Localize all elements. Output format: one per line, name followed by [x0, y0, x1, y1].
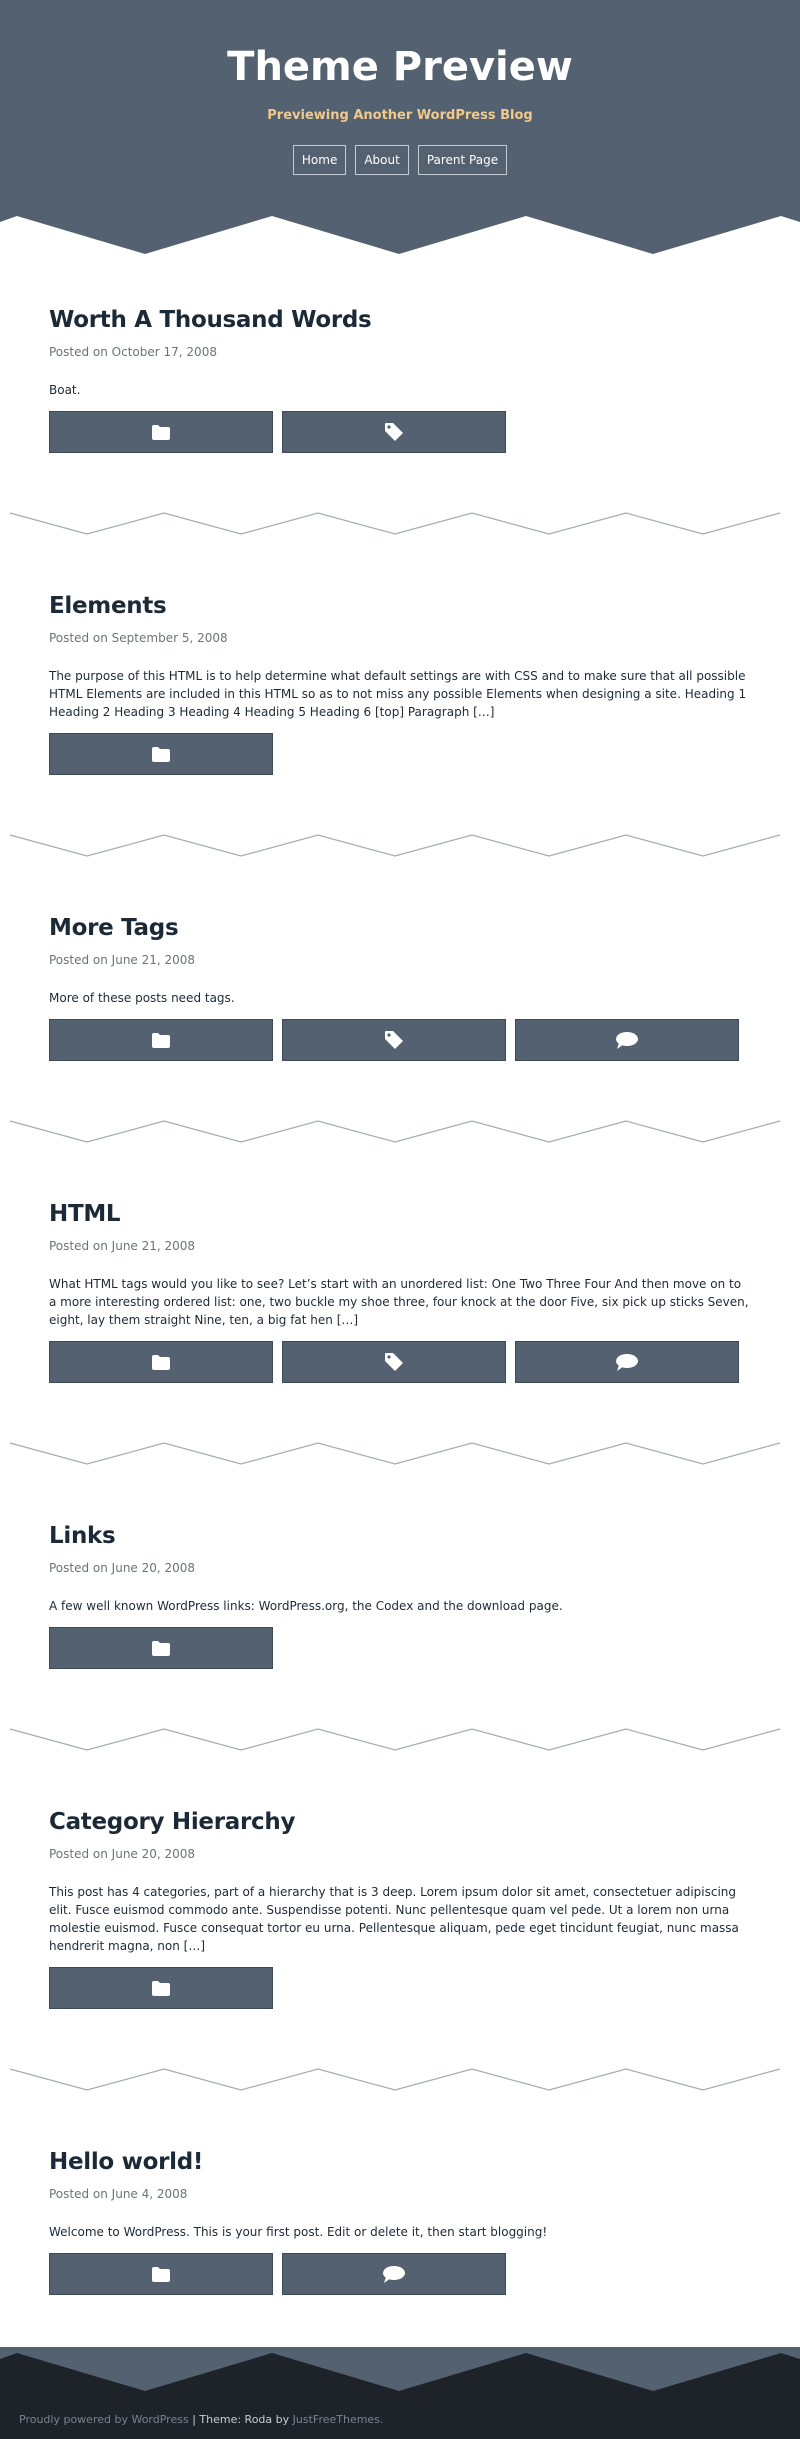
post	[0, 2149, 800, 2295]
post-excerpt: Welcome to WordPress. This is your first post. Edit or delete it, then start blogging!	[49, 2225, 548, 2239]
folder-icon	[152, 2267, 170, 2282]
nav-item-home[interactable]: Home	[293, 145, 346, 175]
folder-icon	[152, 1641, 170, 1656]
footer-powered-link[interactable]: Proudly powered by WordPress	[19, 2413, 189, 2426]
folder-icon	[152, 1981, 170, 1996]
post-date: Posted on June 20, 2008	[49, 1561, 196, 1575]
tag-icon	[385, 1353, 403, 1371]
comment-icon	[616, 1354, 638, 1371]
post-date: Posted on June 4, 2008	[49, 2187, 188, 2201]
nav-item-about[interactable]: About	[355, 145, 408, 175]
post-date: Posted on October 17, 2008	[49, 345, 217, 359]
comment-icon	[616, 1032, 638, 1049]
post-footer-buttons	[49, 1627, 751, 1669]
category-button[interactable]	[49, 2253, 273, 2295]
post-excerpt: Boat.	[49, 383, 81, 397]
post-date: Posted on June 21, 2008	[49, 1239, 196, 1253]
folder-icon	[152, 1033, 170, 1048]
header-background	[0, 0, 800, 255]
post-footer-buttons	[49, 1967, 751, 2009]
post	[0, 915, 800, 1061]
site-description: Previewing Another WordPress Blog	[267, 108, 533, 123]
post-date: Posted on June 21, 2008	[49, 953, 196, 967]
tag-button[interactable]	[282, 411, 506, 453]
post-title[interactable]: Links	[49, 1523, 116, 1549]
post-date: Posted on September 5, 2008	[49, 631, 228, 645]
post-divider	[0, 507, 800, 537]
category-button[interactable]	[49, 411, 273, 453]
comment-icon	[383, 2266, 405, 2283]
comment-button[interactable]	[282, 2253, 506, 2295]
post	[0, 593, 800, 775]
post-divider	[0, 829, 800, 859]
tag-icon	[385, 423, 403, 441]
main-navigation	[0, 145, 800, 175]
footer-theme-label: Theme: Roda by	[199, 2413, 290, 2426]
post	[0, 1201, 800, 1383]
post-excerpt: What HTML tags would you like to see? Let’s start with an unordered list: One Two Three Four And then move on to a more interesting ordered list: one, two buckle my shoe three, four knock at the door Five, six pick up sticks Seven, eight, lay them straight Nine, ten, a big fat hen […]	[49, 1277, 749, 1327]
post-footer-buttons	[49, 1019, 751, 1061]
category-button[interactable]	[49, 1341, 273, 1383]
post-excerpt: This post has 4 categories, part of a hierarchy that is 3 deep. Lorem ipsum dolor sit amet, consectetuer adipiscing elit. Fusce euismod commodo ante. Suspendisse potenti. Nunc pellentesque quam vel pede. Ut a lorem non urna molestie euismod. Fusce consequat tortor eu urna. Pellentesque aliquam, pede eget tincidunt feugiat, nunc massa hendrerit magna, non […]	[49, 1885, 739, 1953]
comment-button[interactable]	[515, 1019, 739, 1061]
folder-icon	[152, 425, 170, 440]
tag-icon	[385, 1031, 403, 1049]
category-button[interactable]	[49, 1019, 273, 1061]
tag-button[interactable]	[282, 1019, 506, 1061]
post-date: Posted on June 20, 2008	[49, 1847, 196, 1861]
post-footer-buttons	[49, 411, 751, 453]
post-divider	[0, 1723, 800, 1753]
post-title[interactable]: Worth A Thousand Words	[49, 307, 372, 333]
post-title[interactable]: Category Hierarchy	[49, 1809, 296, 1835]
site-header	[0, 0, 800, 255]
folder-icon	[152, 1355, 170, 1370]
category-button[interactable]	[49, 1627, 273, 1669]
post-title[interactable]: More Tags	[49, 915, 179, 941]
category-button[interactable]	[49, 1967, 273, 2009]
site-footer	[0, 2347, 800, 2439]
footer-separator: |	[192, 2413, 196, 2426]
post	[0, 1523, 800, 1669]
post	[0, 1809, 800, 2009]
post-footer-buttons	[49, 2253, 751, 2295]
nav-item-parent-page[interactable]: Parent Page	[418, 145, 507, 175]
post-divider	[0, 1115, 800, 1145]
folder-icon	[152, 747, 170, 762]
comment-button[interactable]	[515, 1341, 739, 1383]
post-footer-buttons	[49, 733, 751, 775]
footer-credits	[19, 2413, 383, 2426]
post-title[interactable]: Elements	[49, 593, 167, 619]
post-title[interactable]: HTML	[49, 1201, 121, 1227]
post-divider	[0, 2063, 800, 2093]
post-excerpt: More of these posts need tags.	[49, 991, 235, 1005]
post-title[interactable]: Hello world!	[49, 2149, 204, 2175]
site-title[interactable]: Theme Preview	[227, 44, 573, 90]
category-button[interactable]	[49, 733, 273, 775]
post	[0, 307, 800, 453]
footer-theme-author-link[interactable]: JustFreeThemes.	[292, 2413, 384, 2426]
post-divider	[0, 1437, 800, 1467]
tag-button[interactable]	[282, 1341, 506, 1383]
post-footer-buttons	[49, 1341, 751, 1383]
post-excerpt: The purpose of this HTML is to help determine what default settings are with CSS and to make sure that all possible HTML Elements are included in this HTML so as to not miss any possible Elements when designing a site. Heading 1 Heading 2 Heading 3 Heading 4 Heading 5 Heading 6 [top] Paragraph […]	[49, 669, 747, 719]
post-list	[0, 307, 800, 2295]
post-excerpt: A few well known WordPress links: WordPress.org, the Codex and the download page.	[49, 1599, 563, 1613]
